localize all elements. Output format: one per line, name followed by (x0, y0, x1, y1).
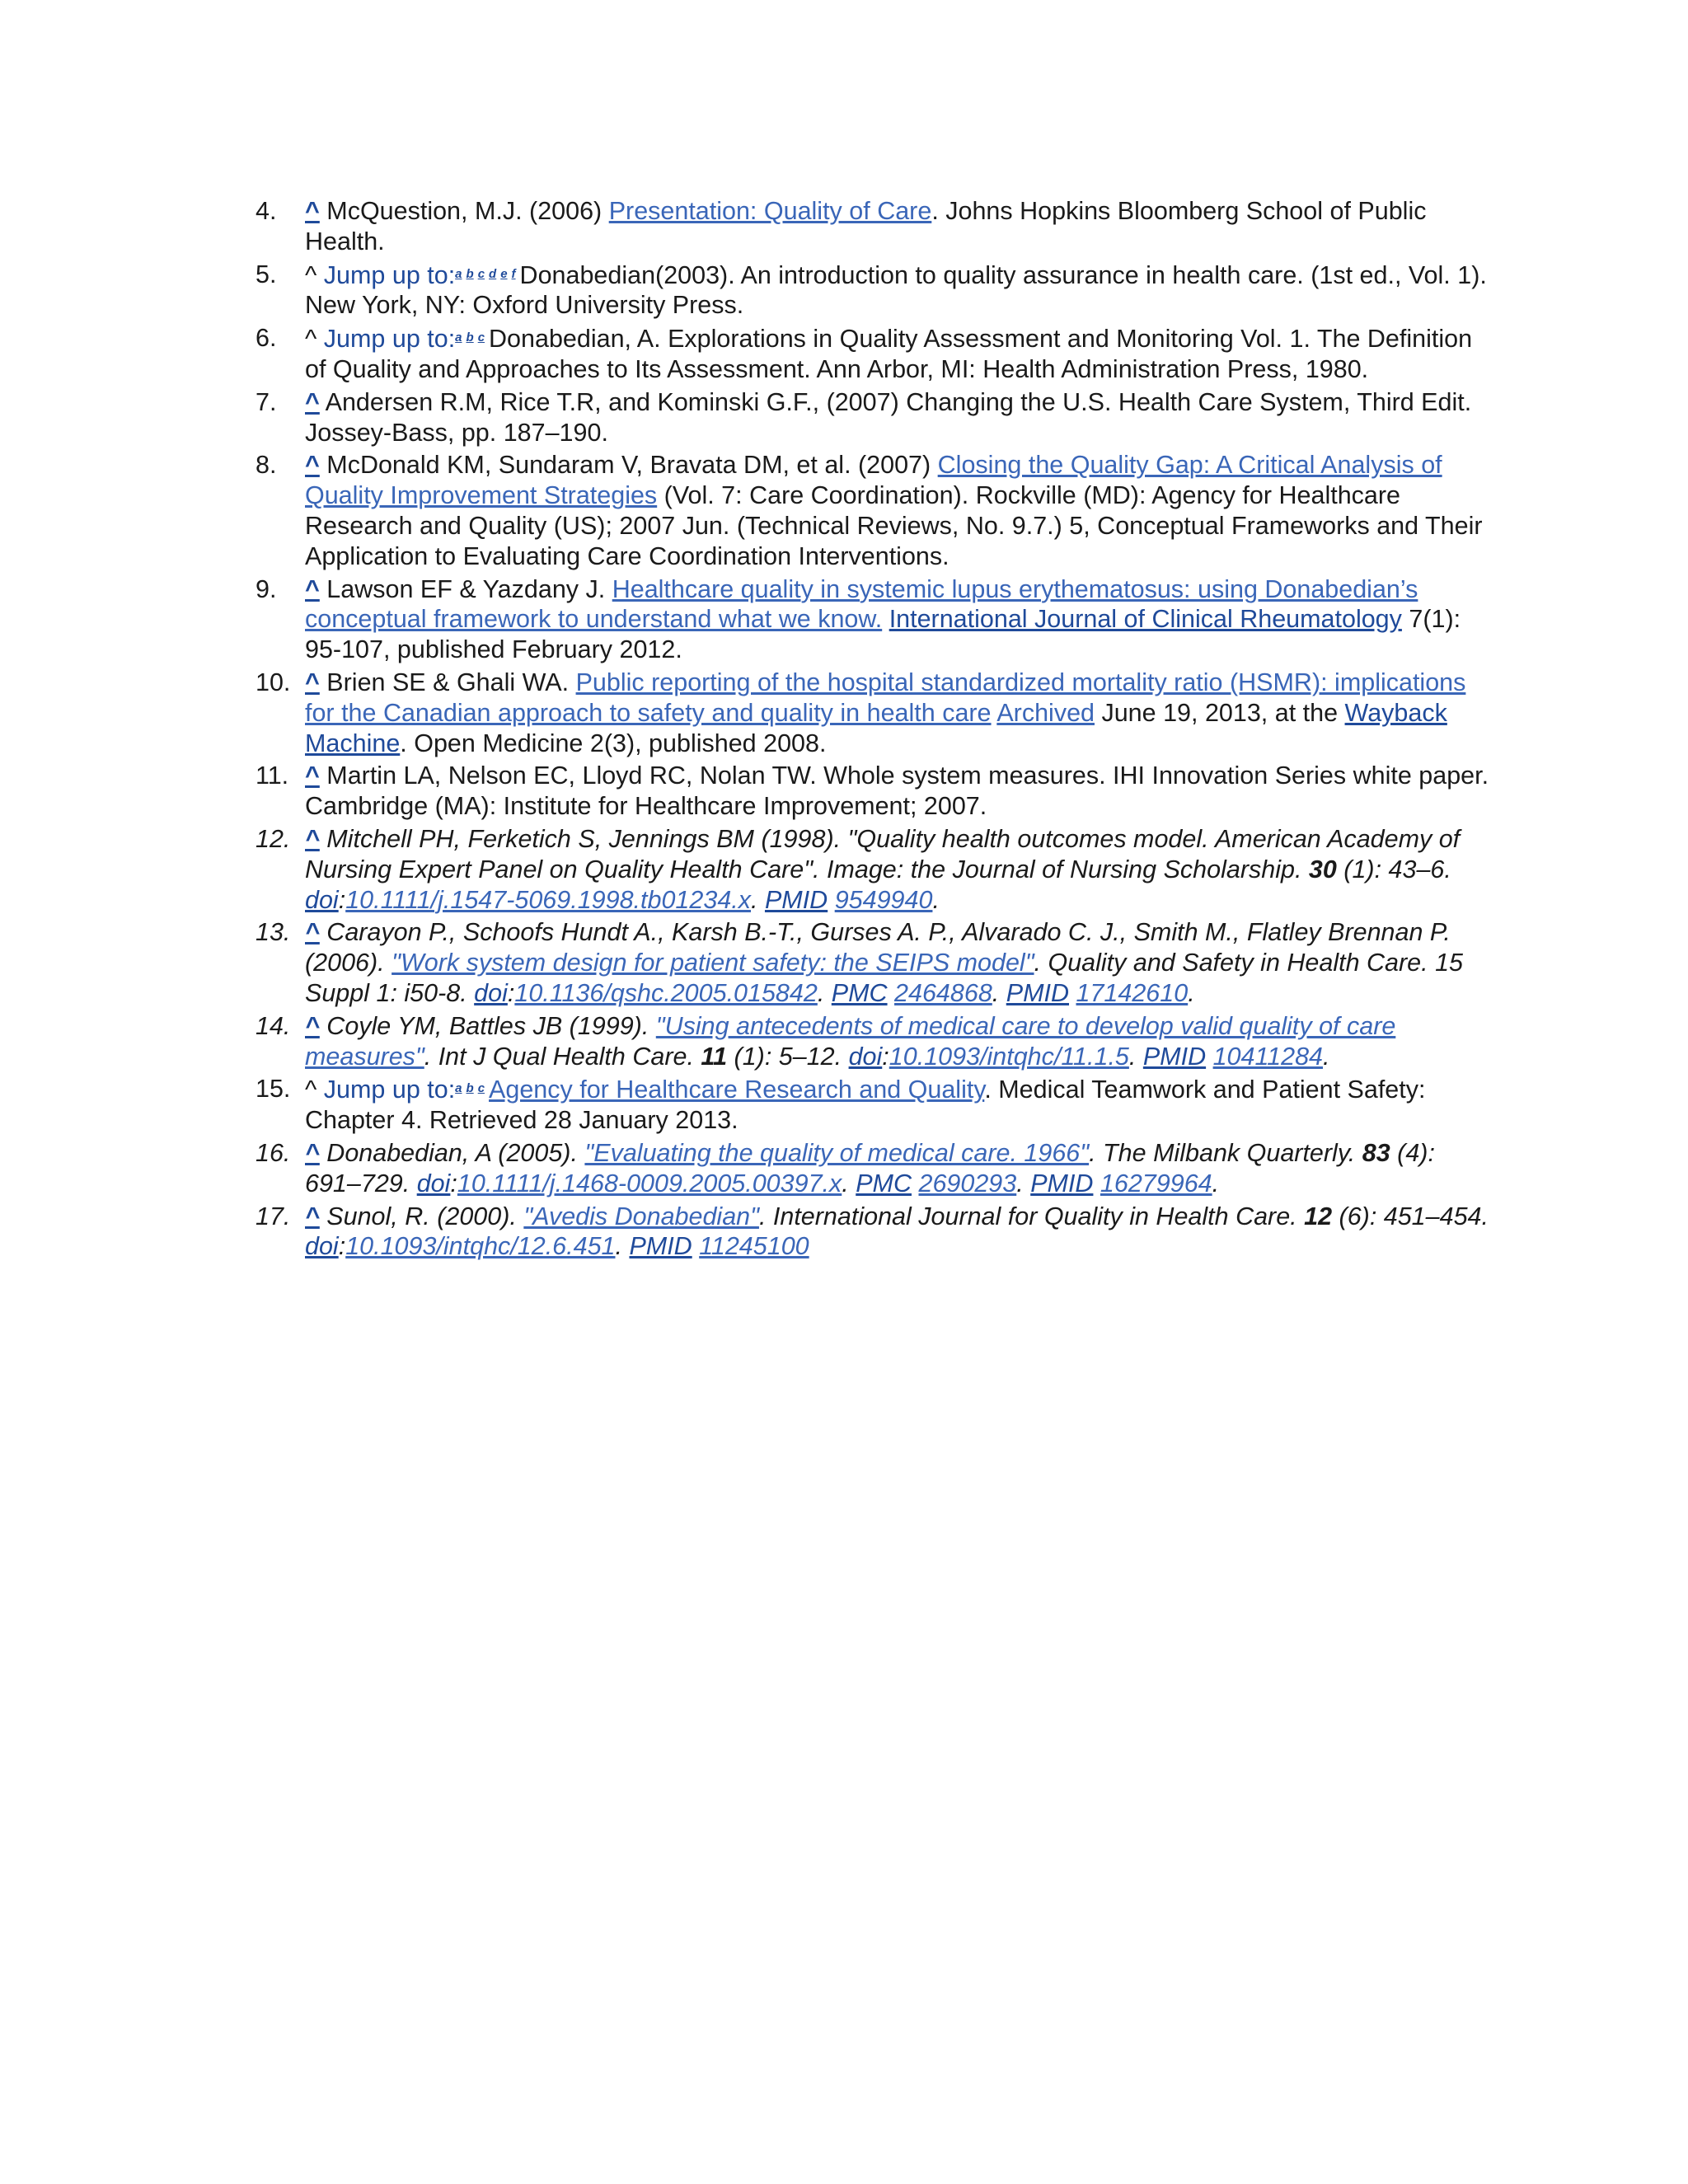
reference-item (256, 668, 1492, 758)
reference-text: ^ (305, 325, 324, 354)
reference-link[interactable]: Agency for Healthcare Research and Quality (489, 1076, 985, 1104)
reference-number: 7. (256, 387, 277, 416)
identifier-link[interactable]: doi (474, 978, 508, 1007)
backlink-letter[interactable]: b (466, 330, 474, 345)
reference-list (256, 196, 1492, 1264)
identifier-link[interactable]: doi (848, 1042, 883, 1071)
reference-text: . Medical Teamwork and Patient Safety: Chapter 4. Retrieved 28 January 2013. (305, 1076, 1426, 1135)
reference-text: . Johns Hopkins Bloomberg School of Public Health. (305, 197, 1427, 255)
reference-number: 17. (256, 1202, 291, 1230)
reference-text: Donabedian(2003). An introduction to quality assurance in health care. (1st ed., Vol. 1). New York, NY: Oxford University Press. (305, 260, 1487, 320)
identifier-link[interactable]: PMID (1006, 978, 1069, 1007)
identifier-link[interactable]: Wayback Machine (305, 698, 1447, 757)
reference-text: ^ (305, 260, 324, 289)
reference-text: Sunol, R. (2000). (319, 1202, 524, 1230)
reference-number: 4. (256, 197, 277, 225)
backlink-caret[interactable]: ^ (305, 918, 320, 947)
identifier-link[interactable]: doi (305, 1232, 339, 1261)
backlink-caret[interactable]: ^ (305, 762, 320, 790)
backlink-caret[interactable]: ^ (305, 1138, 320, 1167)
reference-text: 7(1): 95-107, published February 2012. (305, 605, 1461, 664)
backlink-letter[interactable]: e (500, 266, 508, 281)
reference-text: . (1323, 1042, 1330, 1071)
reference-text (692, 1232, 699, 1260)
identifier-link[interactable]: International Journal of Clinical Rheumatology (889, 605, 1402, 634)
reference-text: . (1212, 1169, 1220, 1197)
reference-text (828, 886, 834, 914)
reference-link[interactable]: "Using antecedents of medical care to develop valid quality of care measures" (305, 1011, 1396, 1071)
reference-item (256, 1074, 1492, 1136)
reference-text: Coyle YM, Battles JB (1999). (319, 1011, 656, 1040)
reference-link[interactable]: Public reporting of the hospital standardized mortality ratio (HSMR): implications for the Canadian approach to safety and quality in health care (305, 668, 1466, 727)
reference-text: June 19, 2013, at the (1095, 698, 1345, 727)
reference-item (256, 917, 1492, 1008)
reference-item (256, 323, 1492, 385)
reference-link[interactable]: Archived (996, 698, 1095, 727)
reference-text: : (450, 1169, 457, 1197)
jump-up-label: Jump up to: (323, 260, 456, 289)
reference-text: : (338, 1232, 346, 1261)
reference-link[interactable]: "Avedis Donabedian" (523, 1202, 759, 1230)
reference-text: . The Milbank Quarterly. (1089, 1138, 1362, 1167)
reference-item (256, 260, 1492, 321)
reference-number: 11. (256, 762, 289, 790)
backlink-letter[interactable]: a (455, 1081, 462, 1096)
reference-text: . (1188, 978, 1195, 1007)
reference-link[interactable]: "Evaluating the quality of medical care. 1966" (584, 1138, 1090, 1167)
reference-number: 14. (256, 1011, 291, 1040)
reference-link[interactable]: Healthcare quality in systemic lupus erythematosus: using Donabedian’s conceptual framework to understand what we know. (305, 574, 1418, 634)
reference-link[interactable]: Closing the Quality Gap: A Critical Analysis of Quality Improvement Strategies (305, 451, 1442, 510)
backlink-caret[interactable]: ^ (305, 574, 320, 603)
reference-number: 5. (256, 260, 277, 288)
reference-text: . (615, 1232, 630, 1261)
volume-number: 30 (1308, 855, 1337, 883)
backlink-letter[interactable]: b (466, 1081, 474, 1096)
reference-item (256, 761, 1492, 822)
reference-text: . (842, 1169, 856, 1197)
reference-text: . (817, 978, 832, 1007)
reference-text: : (882, 1042, 889, 1071)
reference-link[interactable]: 2690293 (918, 1169, 1017, 1197)
volume-number: 11 (701, 1042, 728, 1071)
backlink-caret[interactable]: ^ (305, 824, 320, 853)
reference-link[interactable]: Presentation: Quality of Care (608, 197, 932, 225)
backlink-caret[interactable]: ^ (305, 1202, 320, 1230)
reference-text: Donabedian, A. Explorations in Quality Assessment and Monitoring Vol. 1. The Definition of Quality and Approaches to Its Assessment. Ann Arbor, MI: Health Administration Press, 1980. (305, 325, 1473, 383)
reference-text (888, 979, 894, 1007)
reference-text: . (932, 885, 940, 914)
volume-number: 83 (1362, 1138, 1390, 1167)
backlink-caret[interactable]: ^ (305, 1011, 320, 1040)
reference-text: (1): 43–6. (1336, 855, 1451, 883)
reference-text: . Int J Qual Health Care. (424, 1042, 701, 1071)
identifier-link[interactable]: doi (305, 885, 339, 914)
reference-text: Lawson EF & Yazdany J. (319, 574, 612, 603)
reference-text: Andersen R.M, Rice T.R, and Kominski G.F., (2007) Changing the U.S. Health Care System, Third Edit. Jossey-Bass, pp. 187–190. (305, 387, 1472, 447)
reference-link[interactable]: 16279964 (1100, 1169, 1212, 1197)
reference-link[interactable]: 2464868 (894, 978, 992, 1007)
reference-item (256, 1138, 1492, 1199)
reference-number: 15. (256, 1075, 291, 1104)
reference-number: 6. (256, 324, 277, 353)
backlink-letter[interactable]: a (455, 330, 462, 345)
backlink-caret[interactable]: ^ (305, 451, 320, 480)
reference-text: . (1016, 1169, 1031, 1197)
identifier-link[interactable]: PMC (856, 1169, 912, 1197)
backlink-caret[interactable]: ^ (305, 197, 320, 225)
backlink-caret[interactable]: ^ (305, 668, 320, 696)
backlink-letter[interactable]: f (511, 266, 516, 281)
jump-up-label: Jump up to: (323, 325, 456, 354)
reference-item (256, 387, 1492, 448)
reference-text: . (751, 885, 765, 914)
backlink-letter[interactable]: c (477, 266, 485, 281)
reference-link[interactable]: 9549940 (834, 885, 933, 914)
reference-number: 8. (256, 451, 277, 480)
identifier-link[interactable]: PMID (764, 885, 828, 914)
reference-link[interactable]: 10411284 (1212, 1042, 1324, 1071)
backlink-letter[interactable]: b (466, 266, 474, 281)
reference-text: Brien SE & Ghali WA. (319, 668, 576, 696)
reference-text: ^ (305, 1076, 324, 1104)
identifier-link[interactable]: PMID (1030, 1169, 1094, 1197)
reference-text: . Quality and Safety in Health Care. 15 Suppl 1: i50-8. (305, 949, 1464, 1007)
reference-text: . Open Medicine 2(3), published 2008. (400, 729, 827, 757)
identifier-link[interactable]: doi (416, 1169, 451, 1197)
reference-text: . (1128, 1042, 1143, 1071)
reference-link[interactable]: 10.1111/j.1468-0009.2005.00397.x (457, 1169, 842, 1197)
reference-link[interactable]: 10.1111/j.1547-5069.1998.tb01234.x (345, 885, 751, 914)
reference-number: 13. (256, 918, 291, 947)
reference-text: : (507, 978, 515, 1007)
reference-text: McQuestion, M.J. (2006) (319, 197, 609, 225)
reference-link[interactable]: "Work system design for patient safety: the SEIPS model" (392, 949, 1034, 977)
reference-text: Carayon P., Schoofs Hundt A., Karsh B.-T., Gurses A. P., Alvarado C. J., Smith M., Flatley Brennan P. (2006). (305, 918, 1451, 977)
backlink-letter[interactable]: c (477, 1081, 485, 1096)
reference-text: McDonald KM, Sundaram V, Bravata DM, et al. (2007) (319, 451, 938, 480)
reference-link[interactable]: 10.1093/intqhc/12.6.451 (345, 1232, 616, 1261)
reference-item (256, 196, 1492, 257)
reference-text: (1): 5–12. (727, 1042, 849, 1071)
reference-text: . International Journal for Quality in Health Care. (758, 1202, 1305, 1230)
reference-item (256, 824, 1492, 915)
reference-link[interactable]: 11245100 (699, 1232, 809, 1261)
backlink-letter[interactable]: d (489, 266, 497, 281)
reference-number: 16. (256, 1138, 291, 1167)
reference-text: : (338, 885, 346, 914)
reference-item (256, 1011, 1492, 1072)
reference-item (256, 1202, 1492, 1263)
reference-text: (Vol. 7: Care Coordination). Rockville (MD): Agency for Healthcare Research and Quality (US); 2007 Jun. (Technical Reviews, No. 9.7.) 5, Conceptual Frameworks and Their Application to Evaluating Care Coordination Interventions. (305, 481, 1483, 570)
identifier-link[interactable]: PMC (831, 978, 888, 1007)
reference-link[interactable]: 10.1136/qshc.2005.015842 (514, 978, 818, 1007)
reference-item (256, 450, 1492, 571)
reference-text: . (992, 978, 1006, 1007)
backlink-caret[interactable]: ^ (305, 387, 320, 416)
backlink-letter[interactable]: a (455, 266, 462, 281)
reference-text (1093, 1169, 1100, 1197)
reference-number: 9. (256, 574, 277, 603)
reference-text: (6): 451–454. (1332, 1202, 1489, 1230)
reference-text: Donabedian, A (2005). (319, 1138, 585, 1167)
reference-text: (4): 691–729. (305, 1138, 1435, 1197)
identifier-link[interactable]: PMID (1142, 1042, 1207, 1071)
reference-number: 10. (256, 668, 291, 696)
reference-number: 12. (256, 824, 291, 853)
reference-text: Mitchell PH, Ferketich S, Jennings BM (1998). "Quality health outcomes model. American Academy of Nursing Expert Panel on Quality Health Care". Image: the Journal of Nursing Scholarship. (305, 824, 1461, 883)
volume-number: 12 (1304, 1202, 1333, 1230)
reference-link[interactable]: 17142610 (1076, 978, 1189, 1007)
backlink-letter[interactable]: c (477, 330, 485, 345)
reference-item (256, 574, 1492, 665)
reference-link[interactable]: 10.1093/intqhc/11.1.5 (889, 1042, 1129, 1071)
reference-text (882, 605, 889, 633)
reference-text (1206, 1043, 1212, 1071)
identifier-link[interactable]: PMID (629, 1232, 692, 1261)
jump-up-label: Jump up to: (323, 1076, 456, 1104)
reference-text: Martin LA, Nelson EC, Lloyd RC, Nolan TW. Whole system measures. IHI Innovation Series white paper. Cambridge (MA): Institute for Healthcare Improvement; 2007. (305, 762, 1489, 821)
